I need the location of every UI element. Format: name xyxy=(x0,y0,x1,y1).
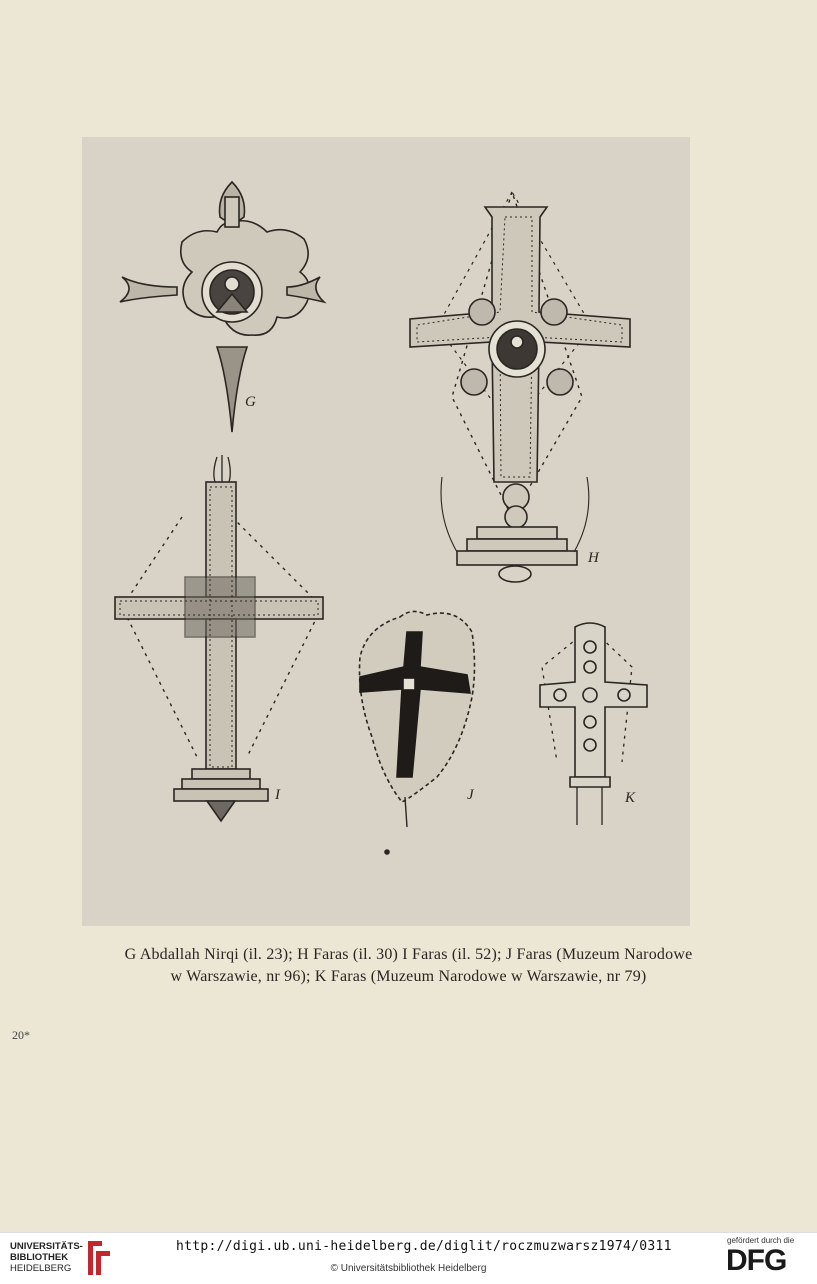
viewer-footer xyxy=(0,1232,817,1284)
figure-h xyxy=(410,192,630,582)
cross-drawings xyxy=(82,137,690,926)
dfg-logo[interactable]: DFG xyxy=(726,1244,787,1277)
page-number: 20* xyxy=(12,1028,30,1042)
figure-g xyxy=(120,182,324,432)
figure-label-j: J xyxy=(467,787,474,803)
library-line-1: UNIVERSITÄTS- xyxy=(10,1241,83,1252)
figure-label-h: H xyxy=(588,550,599,566)
library-line-3: HEIDELBERG xyxy=(10,1263,72,1274)
permalink-url[interactable]: http://digi.ub.uni-heidelberg.de/diglit/roczmuzwarsz1974/0311 xyxy=(176,1239,672,1254)
caption-line-2: w Warszawie, nr 96); K Faras (Muzeum Narodowe w Warszawie, nr 79) xyxy=(170,968,647,985)
figure-i xyxy=(115,455,323,821)
figure-j xyxy=(360,611,475,854)
figure-label-g: G xyxy=(245,394,256,410)
figure-caption xyxy=(60,944,757,988)
illustration-plate xyxy=(82,137,690,926)
funded-by-text: gefördert durch die xyxy=(727,1236,795,1245)
library-line-2: BIBLIOTHEK xyxy=(10,1252,69,1263)
figure-label-i: I xyxy=(275,787,280,803)
copyright-notice: © Universitätsbibliothek Heidelberg xyxy=(330,1263,487,1274)
caption-line-1: G Abdallah Nirqi (il. 23); H Faras (il. 30) I Faras (il. 52); J Faras (Muzeum Narodowe xyxy=(124,946,693,963)
figure-label-k: K xyxy=(625,790,636,806)
